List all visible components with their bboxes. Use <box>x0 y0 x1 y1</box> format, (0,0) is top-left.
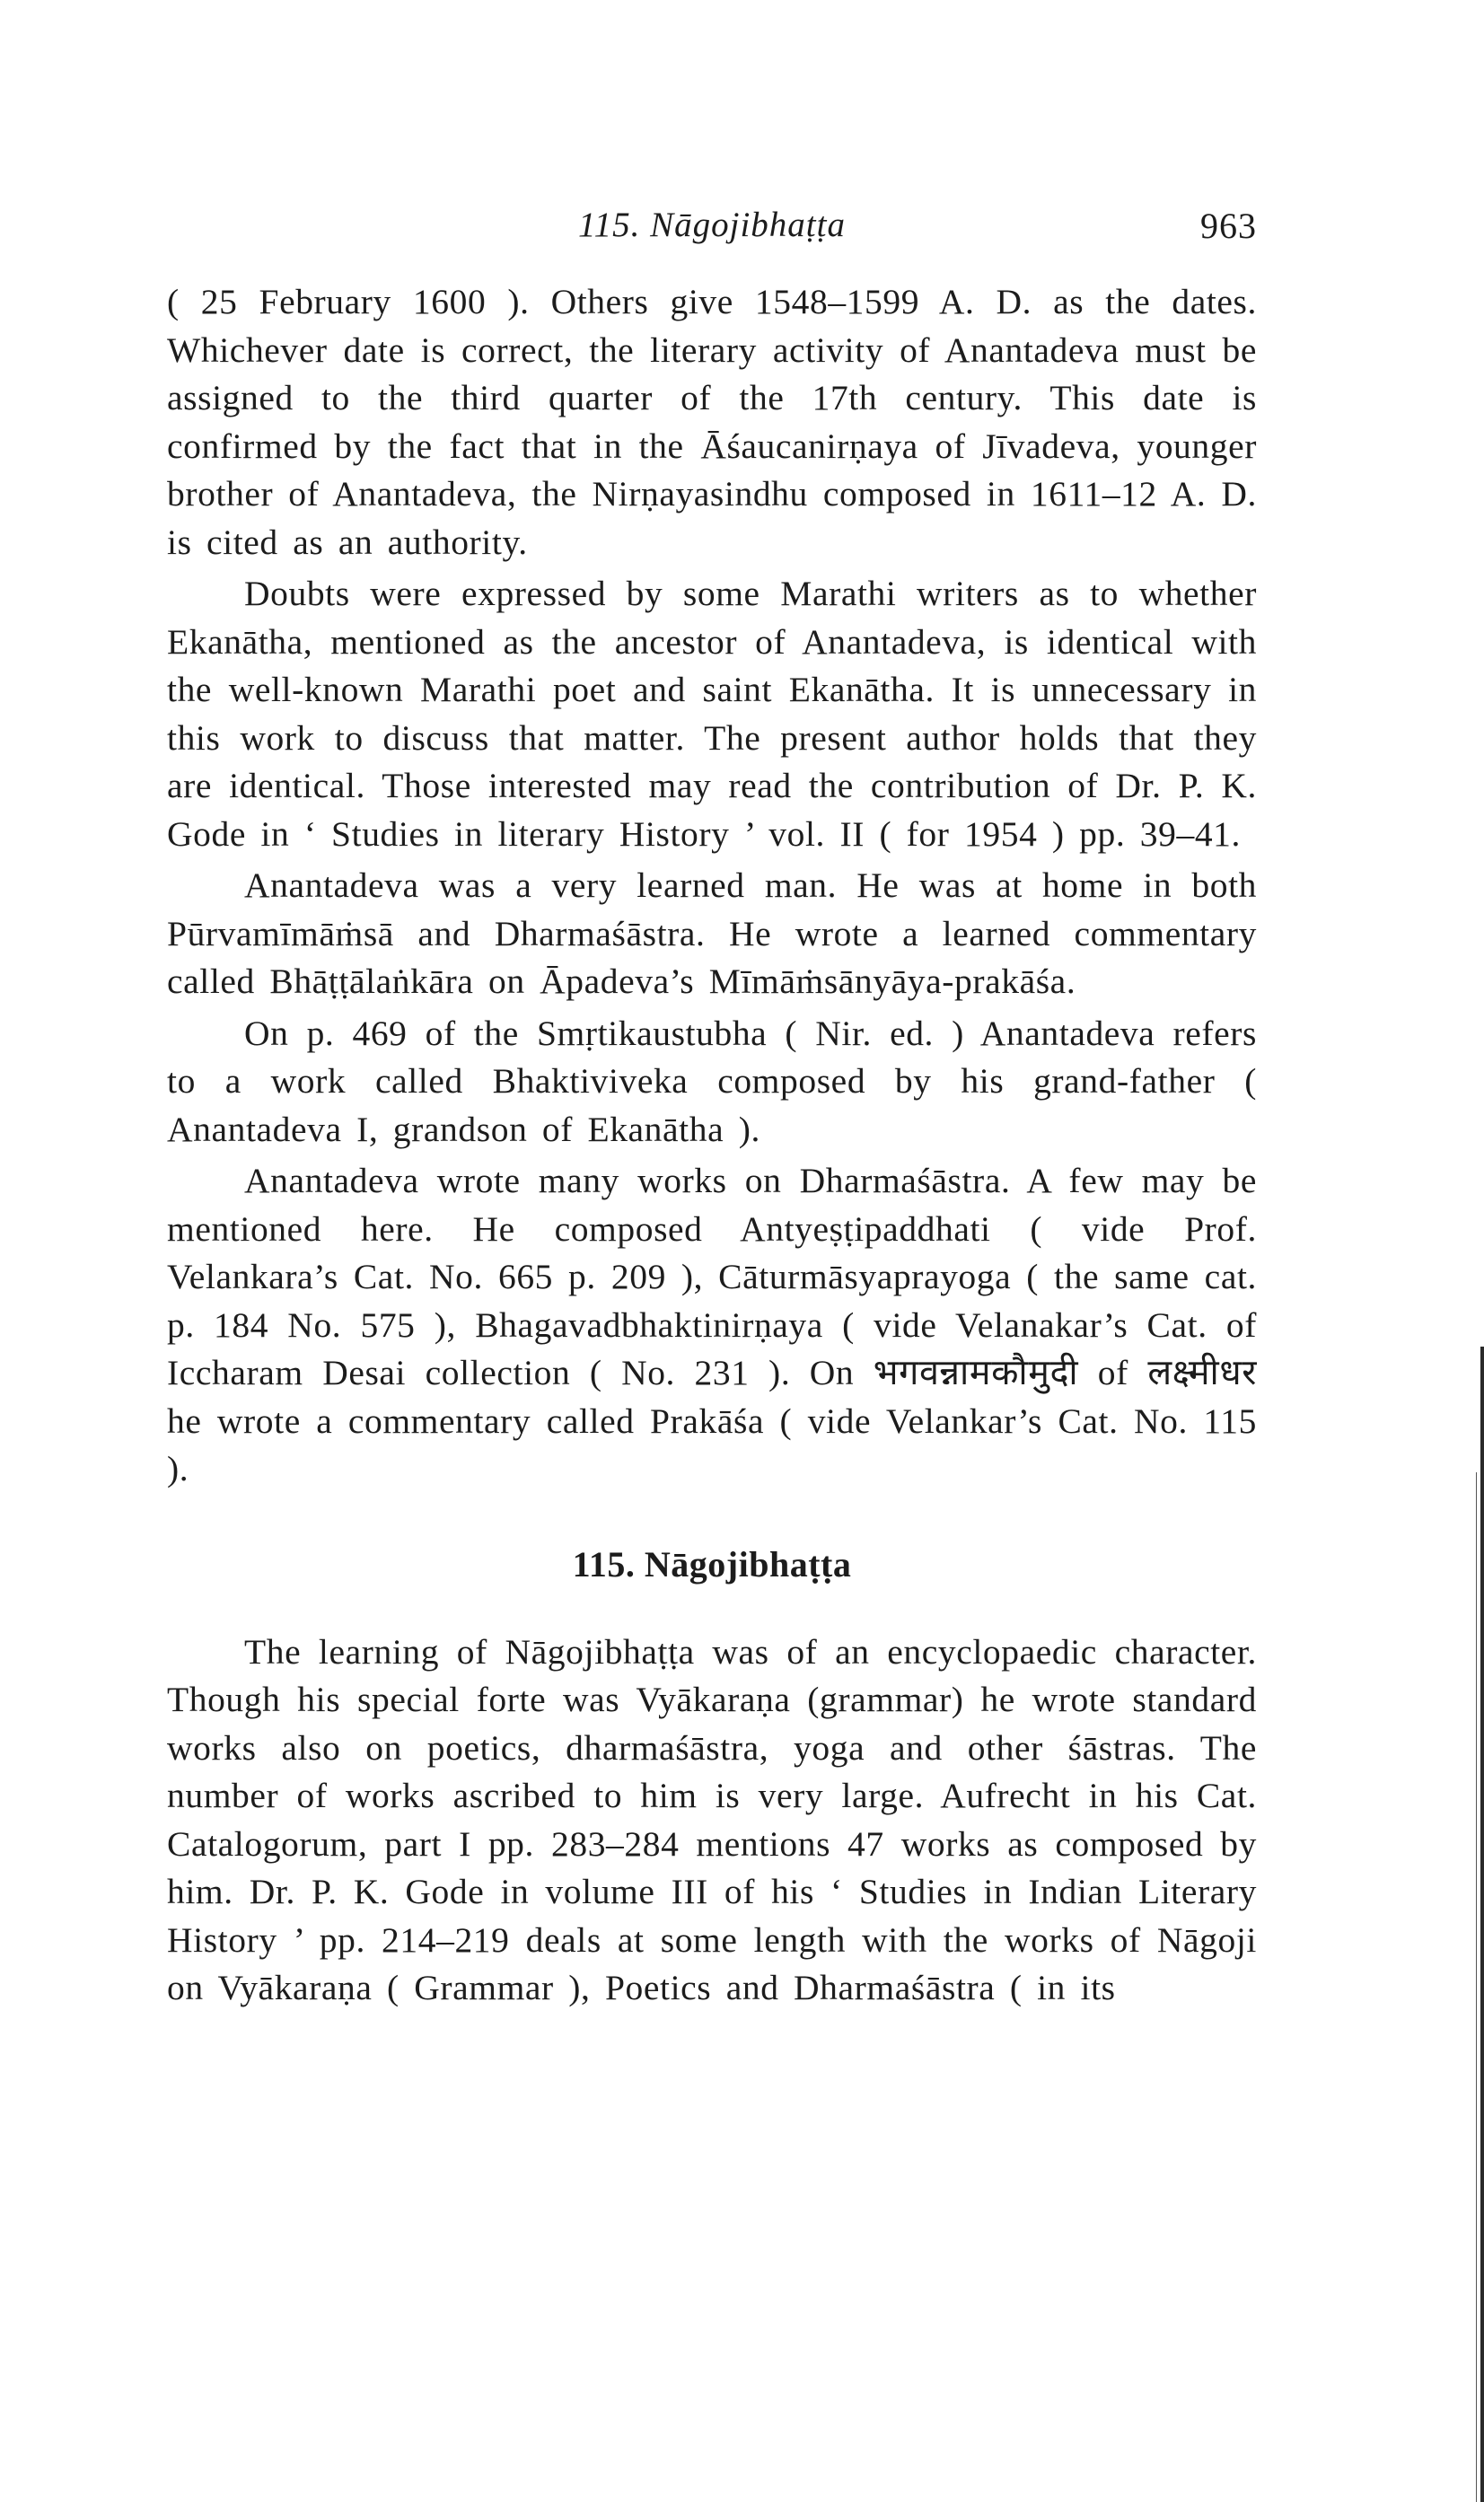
paragraph-learned-man: Anantadeva was a very learned man. He was at home in both Pūrvamīmāṁsā and Dharmaśāstra. He wrote a learned commentary called Bhāṭṭālaṅkāra on Āpadeva’s Mīmāṁsānyāya-prakāśa. <box>167 865 1257 1001</box>
page-edge-line <box>1476 1472 1477 2502</box>
paragraph-works: Anantadeva wrote many works on Dharmaśāstra. A few may be mentioned here. He composed Antyeṣṭipaddhati ( vide Prof. Velankara’s Cat. No. 665 p. 209 ), Cāturmāsyaprayoga ( the same cat. p. 184 No. 575 ), Bhagavadbhaktinirṇaya ( vide Velanakar’s Cat. of Iccharam Desai collection ( No. 231 ). On भगवन्नामकौमुदी of लक्ष्मीधर he wrote a commentary called Prakāśa ( vide Velankar’s Cat. No. 115 ). <box>167 1161 1257 1488</box>
paragraph-ekanatha: Doubts were expressed by some Marathi writers as to whether Ekanātha, mentioned as the ancestor of Anantadeva, is identical with the well-known Marathi poet and saint Ekanātha. It is unnecessary in this work to discuss that matter. The present author holds that they are identical. Those interested may read the contribution of Dr. P. K. Gode in ‘ Studies in literary History ’ vol. II ( for 1954 ) pp. 39–41. <box>167 574 1257 854</box>
paragraph-smrtikaustubha: On p. 469 of the Smṛtikaustubha ( Nir. ed. ) Anantadeva refers to a work called Bhaktiviveka composed by his grand-father ( Anantadeva I, grandson of Ekanātha ). <box>167 1013 1257 1149</box>
running-title: 115. Nāgojibhaṭṭa <box>578 206 846 244</box>
body-text <box>167 278 1257 2013</box>
page-number: 963 <box>1200 206 1257 246</box>
running-head <box>167 205 1257 259</box>
paragraph-nagojibhatta: The learning of Nāgojibhaṭṭa was of an encyclopaedic character. Though his special forte was Vyākaraṇa (grammar) he wrote standard works also on poetics, dharmaśāstra, yoga and other śāstras. The number of works ascribed to him is very large. Aufrecht in his Cat. Catalogorum, part I pp. 283–284 mentions 47 works as composed by him. Dr. P. K. Gode in volume III of his ‘ Studies in Indian Literary History ’ pp. 214–219 deals at some length with the works of Nāgoji on Vyākaraṇa ( Grammar ), Poetics and Dharmaśāstra ( in its <box>167 1631 1257 2007</box>
paragraph-dates: ( 25 February 1600 ). Others give 1548–1599 A. D. as the dates. Whichever date is correct, the literary activity of Anantadeva must be assigned to the third quarter of the 17th century. This date is confirmed by the fact that in the Āśaucanirṇaya of Jīvadeva, younger brother of Anantadeva, the Nirṇayasindhu composed in 1611–12 A. D. is cited as an authority. <box>167 282 1257 562</box>
page-edge-shadow <box>1480 1347 1484 2502</box>
section-heading: 115. Nāgojibhaṭṭa <box>572 1543 852 1585</box>
